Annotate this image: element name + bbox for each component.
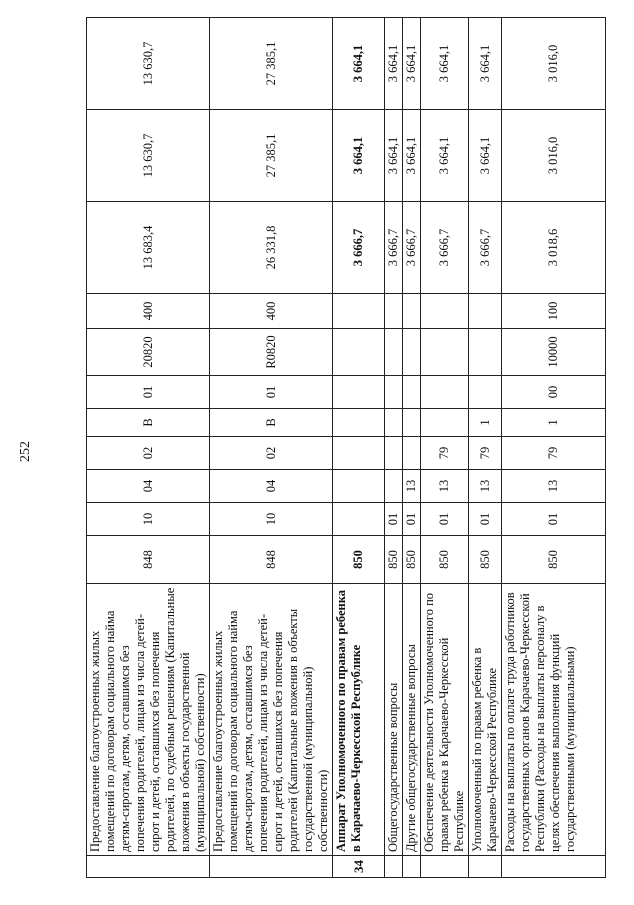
cell-p1: 79 — [469, 437, 502, 470]
table-row — [502, 18, 606, 878]
cell-p2: 1 — [502, 409, 606, 437]
cell-p3: 01 — [87, 376, 210, 409]
cell-p1 — [333, 437, 385, 470]
cell-p4 — [385, 329, 403, 376]
table-row — [333, 18, 385, 878]
cell-vr — [403, 294, 421, 329]
cell-num: 34 — [333, 856, 385, 878]
cell-rz: 01 — [385, 503, 403, 536]
cell-v2: 3 664,1 — [385, 110, 403, 202]
cell-pr: 04 — [87, 470, 210, 503]
cell-v2: 3 016,0 — [502, 110, 606, 202]
cell-p3: 00 — [502, 376, 606, 409]
cell-p1: 79 — [502, 437, 606, 470]
table-row — [403, 18, 421, 878]
cell-p3 — [469, 376, 502, 409]
cell-num — [403, 856, 421, 878]
cell-p2 — [385, 409, 403, 437]
cell-p2: В — [210, 409, 333, 437]
cell-name: Расходы на выплаты по оплате труда работников государственных органов Карачаево-Черкесской Республики (Расходы на выплаты персоналу в целях обеспечения выполнения функций государственными (муниципальными) — [502, 584, 606, 856]
cell-ved: 850 — [403, 536, 421, 584]
cell-vr — [385, 294, 403, 329]
cell-v3: 3 664,1 — [385, 18, 403, 110]
cell-v3: 3 664,1 — [333, 18, 385, 110]
cell-vr: 400 — [210, 294, 333, 329]
cell-vr — [333, 294, 385, 329]
cell-v1: 3 666,7 — [421, 202, 469, 294]
cell-rz: 01 — [502, 503, 606, 536]
cell-v3: 3 664,1 — [421, 18, 469, 110]
cell-v2: 3 664,1 — [403, 110, 421, 202]
cell-num — [502, 856, 606, 878]
cell-num — [469, 856, 502, 878]
cell-p2 — [333, 409, 385, 437]
cell-p2: 1 — [469, 409, 502, 437]
cell-vr — [421, 294, 469, 329]
cell-p4: 20820 — [87, 329, 210, 376]
cell-name: Обеспечение деятельности Уполномоченного по правам ребенка в Карачаево-Черкесской Республике — [421, 584, 469, 856]
cell-vr: 100 — [502, 294, 606, 329]
cell-ved: 850 — [421, 536, 469, 584]
cell-pr: 04 — [210, 470, 333, 503]
cell-p1: 79 — [421, 437, 469, 470]
cell-p3 — [385, 376, 403, 409]
cell-num — [210, 856, 333, 878]
cell-p2: В — [87, 409, 210, 437]
cell-ved: 850 — [333, 536, 385, 584]
cell-p4: R0820 — [210, 329, 333, 376]
cell-num — [421, 856, 469, 878]
cell-p4: 10000 — [502, 329, 606, 376]
cell-p1: 02 — [210, 437, 333, 470]
cell-p2 — [421, 409, 469, 437]
cell-p1: 02 — [87, 437, 210, 470]
cell-name: Аппарат Уполномоченного по правам ребенка в Карачаево-Черкесской Республике — [333, 584, 385, 856]
cell-p4 — [333, 329, 385, 376]
cell-p3 — [403, 376, 421, 409]
cell-v1: 3 666,7 — [385, 202, 403, 294]
cell-v1: 3 666,7 — [469, 202, 502, 294]
cell-v2: 3 664,1 — [333, 110, 385, 202]
table-row — [469, 18, 502, 878]
cell-v3: 13 630,7 — [87, 18, 210, 110]
cell-vr: 400 — [87, 294, 210, 329]
cell-p1 — [403, 437, 421, 470]
cell-name: Другие общегосударственные вопросы — [403, 584, 421, 856]
cell-num — [385, 856, 403, 878]
cell-vr — [469, 294, 502, 329]
cell-v1: 3 666,7 — [403, 202, 421, 294]
table-row — [385, 18, 403, 878]
cell-p3: 01 — [210, 376, 333, 409]
cell-v2: 13 630,7 — [87, 110, 210, 202]
cell-pr: 13 — [469, 470, 502, 503]
cell-v2: 3 664,1 — [469, 110, 502, 202]
cell-p4 — [469, 329, 502, 376]
cell-name: Уполномоченный по правам ребенка в Карачаево-Черкесской Республике — [469, 584, 502, 856]
cell-v3: 3 016,0 — [502, 18, 606, 110]
cell-pr: 13 — [403, 470, 421, 503]
cell-p2 — [403, 409, 421, 437]
cell-p1 — [385, 437, 403, 470]
cell-v1: 26 331,8 — [210, 202, 333, 294]
cell-p3 — [333, 376, 385, 409]
table-row — [210, 18, 333, 878]
budget-table — [86, 17, 606, 878]
cell-name: Общегосударственные вопросы — [385, 584, 403, 856]
page-number: 252 — [18, 441, 33, 462]
cell-pr — [333, 470, 385, 503]
cell-rz: 01 — [469, 503, 502, 536]
cell-ved: 848 — [87, 536, 210, 584]
cell-ved: 850 — [469, 536, 502, 584]
cell-v3: 3 664,1 — [469, 18, 502, 110]
cell-pr — [385, 470, 403, 503]
cell-p4 — [421, 329, 469, 376]
cell-ved: 848 — [210, 536, 333, 584]
cell-v1: 3 666,7 — [333, 202, 385, 294]
cell-p3 — [421, 376, 469, 409]
cell-v2: 27 385,1 — [210, 110, 333, 202]
cell-v1: 3 018,6 — [502, 202, 606, 294]
cell-ved: 850 — [385, 536, 403, 584]
cell-rz: 10 — [87, 503, 210, 536]
cell-name: Предоставление благоустроенных жилых помещений по договорам социального найма детям-сиротам, детям, оставшимся без попечения родителей, лицам из числа детей-сирот и детей, оставшихся без попечения родителей, по судебным решениям (Капитальные вложения в объекты государственной (муниципальной) собственности) — [87, 584, 210, 856]
cell-ved: 850 — [502, 536, 606, 584]
cell-pr: 13 — [502, 470, 606, 503]
cell-rz: 01 — [421, 503, 469, 536]
cell-num — [87, 856, 210, 878]
table-row — [421, 18, 469, 878]
cell-v1: 13 683,4 — [87, 202, 210, 294]
budget-table-rotated — [86, 18, 596, 878]
cell-v2: 3 664,1 — [421, 110, 469, 202]
cell-rz — [333, 503, 385, 536]
cell-v3: 27 385,1 — [210, 18, 333, 110]
cell-p4 — [403, 329, 421, 376]
table-row — [87, 18, 210, 878]
cell-rz: 10 — [210, 503, 333, 536]
cell-name: Предоставление благоустроенных жилых помещений по договорам социального найма детям-сиротам, детям, оставшимся без попечения родителей, лицам из числа детей-сирот и детей, оставшихся без попечения родителей (Капитальные вложения в объекты государственной (муниципальной) собственности) — [210, 584, 333, 856]
cell-v3: 3 664,1 — [403, 18, 421, 110]
cell-rz: 01 — [403, 503, 421, 536]
cell-pr: 13 — [421, 470, 469, 503]
